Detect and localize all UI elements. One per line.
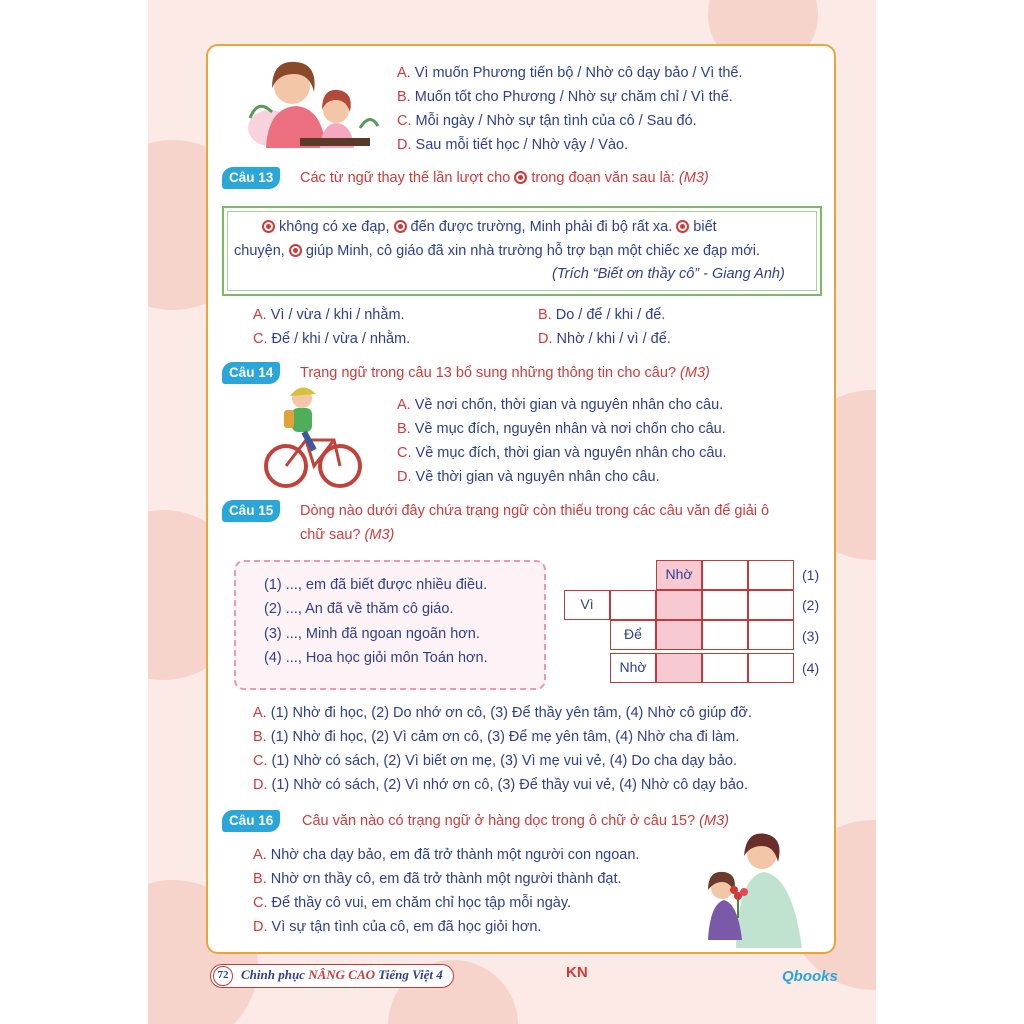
crossword-cell[interactable] — [656, 590, 702, 620]
q16-option-b[interactable]: B. Nhờ ơn thầy cô, em đã trở thành một người thành đạt. — [253, 871, 622, 887]
question-text: Các từ ngữ thay thế lần lượt cho trong đoạn văn sau là: (M3) — [300, 170, 709, 186]
brand-logo: Qbooks — [782, 968, 838, 985]
row-number: (3) — [802, 628, 820, 644]
q15-option-c[interactable]: C. (1) Nhờ có sách, (2) Vì biết ơn mẹ, (3) Vì mẹ vui vẻ, (4) Do cha dạy bảo. — [253, 753, 738, 769]
question-badge: Câu 13 — [222, 167, 280, 189]
page-number: 72 — [213, 966, 233, 986]
question-text: Dòng nào dưới đây chứa trạng ngữ còn thiếu trong các câu văn để giải ô — [300, 503, 770, 519]
q14-option-a[interactable]: A. Về nơi chốn, thời gian và nguyên nhân cho câu. — [397, 397, 724, 413]
cyclist-illustration — [264, 384, 364, 490]
gear-icon — [262, 220, 275, 233]
mother-daughter-illustration — [700, 832, 810, 948]
passage-line: không có xe đạp, đến được trường, Minh phải đi bộ rất xa. biết — [262, 219, 717, 235]
q15-option-b[interactable]: B. (1) Nhờ đi học, (2) Vì cảm ơn cô, (3) Để mẹ yên tâm, (4) Nhờ cha đi làm. — [253, 729, 740, 745]
passage-line: chuyện, giúp Minh, cô giáo đã xin nhà trường hỗ trợ bạn một chiếc xe đạp mới. — [234, 243, 760, 259]
crossword-cell[interactable] — [748, 590, 794, 620]
q16-option-c[interactable]: C. Để thầy cô vui, em chăm chỉ học tập mỗi ngày. — [253, 895, 572, 911]
sentence-item: (2) ..., An đã về thăm cô giáo. — [264, 601, 454, 617]
publisher-logo: KN — [566, 964, 588, 981]
page-footer: 72 Chinh phục NÂNG CAO Tiếng Việt 4 — [210, 964, 454, 988]
crossword-cell[interactable]: Để — [610, 620, 656, 650]
q15-option-a[interactable]: A. (1) Nhờ đi học, (2) Do nhớ ơn cô, (3) Để thầy yên tâm, (4) Nhờ cô giúp đỡ. — [253, 705, 752, 721]
passage-source: (Trích “Biết ơn thầy cô” - Giang Anh) — [552, 266, 785, 282]
crossword-cell[interactable] — [748, 653, 794, 683]
sentence-item: (1) ..., em đã biết được nhiều điều. — [264, 577, 488, 593]
q12-option-c[interactable]: C. Mỗi ngày / Nhờ sự tận tình của cô / Sau đó. — [397, 113, 697, 129]
gear-icon — [394, 220, 407, 233]
q16-option-a[interactable]: A. Nhờ cha dạy bảo, em đã trở thành một người con ngoan. — [253, 847, 640, 863]
crossword-cell[interactable] — [702, 653, 748, 683]
q14-option-c[interactable]: C. Về mục đích, thời gian và nguyên nhân cho câu. — [397, 445, 727, 461]
crossword-cell[interactable] — [656, 620, 702, 650]
crossword-cell[interactable]: Vì — [564, 590, 610, 620]
question-text: chữ sau? (M3) — [300, 527, 395, 543]
question-text: Trạng ngữ trong câu 13 bổ sung những thông tin cho câu? (M3) — [300, 365, 710, 381]
teacher-student-illustration — [240, 58, 380, 150]
crossword-cell[interactable]: Nhờ — [610, 653, 656, 683]
question-badge: Câu 16 — [222, 810, 280, 832]
sentence-item: (3) ..., Minh đã ngoan ngoãn hơn. — [264, 626, 480, 642]
crossword-cell[interactable]: Nhờ — [656, 560, 702, 590]
crossword-cell[interactable] — [702, 620, 748, 650]
crossword-cell[interactable] — [748, 620, 794, 650]
q13-option-b[interactable]: B. Do / để / khi / để. — [538, 307, 666, 323]
question-badge: Câu 15 — [222, 500, 280, 522]
crossword-cell[interactable] — [702, 560, 748, 590]
q12-option-d[interactable]: D. Sau mỗi tiết học / Nhờ vậy / Vào. — [397, 137, 629, 153]
q12-option-a[interactable]: A. Vì muốn Phương tiến bộ / Nhờ cô dạy bảo / Vì thế. — [397, 65, 743, 81]
gear-icon — [289, 244, 302, 257]
q13-option-c[interactable]: C. Để / khi / vừa / nhằm. — [253, 331, 411, 347]
q14-option-b[interactable]: B. Về mục đích, nguyên nhân và nơi chốn cho câu. — [397, 421, 726, 437]
sentence-item: (4) ..., Hoa học giỏi môn Toán hơn. — [264, 650, 488, 666]
gear-icon — [676, 220, 689, 233]
q13-option-a[interactable]: A. Vì / vừa / khi / nhằm. — [253, 307, 405, 323]
question-badge: Câu 14 — [222, 362, 280, 384]
q16-option-d[interactable]: D. Vì sự tận tình của cô, em đã học giỏi hơn. — [253, 919, 542, 935]
q13-option-d[interactable]: D. Nhờ / khi / vì / để. — [538, 331, 671, 347]
gear-icon — [514, 171, 527, 184]
q14-option-d[interactable]: D. Về thời gian và nguyên nhân cho câu. — [397, 469, 660, 485]
crossword-cell[interactable] — [702, 590, 748, 620]
q12-option-b[interactable]: B. Muốn tốt cho Phương / Nhờ sự chăm chỉ / Vì thế. — [397, 89, 733, 105]
row-number: (1) — [802, 567, 820, 583]
crossword-cell[interactable] — [748, 560, 794, 590]
q15-option-d[interactable]: D. (1) Nhờ có sách, (2) Vì nhớ ơn cô, (3) Để thầy vui vẻ, (4) Nhờ cô dạy bảo. — [253, 777, 748, 793]
crossword-cell[interactable] — [610, 590, 656, 620]
crossword-cell[interactable] — [656, 653, 702, 683]
row-number: (4) — [802, 660, 820, 676]
row-number: (2) — [802, 597, 820, 613]
question-text: Câu văn nào có trạng ngữ ở hàng dọc trong ô chữ ở câu 15? (M3) — [302, 813, 729, 829]
